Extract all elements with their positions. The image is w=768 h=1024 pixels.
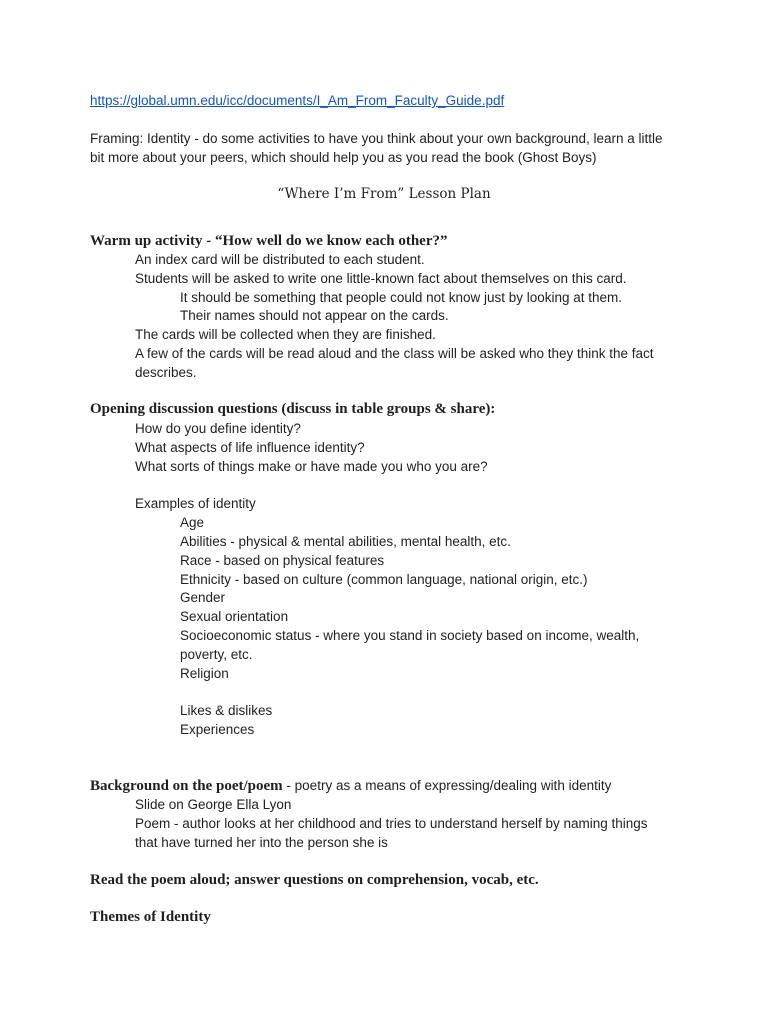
identity-example: Sexual orientation [180, 609, 289, 624]
warmup-item: Students will be asked to write one little-known fact about themselves on this card. [135, 271, 627, 286]
background-item: that have turned her into the person she is [135, 835, 388, 850]
warmup-heading: Warm up activity - “How well do we know each other?” [90, 233, 448, 249]
identity-example: Age [180, 515, 205, 530]
identity-example: Socioeconomic status - where you stand in society based on income, wealth, [180, 628, 640, 643]
background-item: Poem - author looks at her childhood and tries to understand herself by naming things [135, 816, 648, 831]
identity-example: Ethnicity - based on culture (common language, national origin, etc.) [180, 572, 588, 587]
background-heading-suffix: - poetry as a means of expressing/dealing with identity [282, 778, 612, 793]
warmup-item: describes. [135, 365, 197, 380]
identity-example: Abilities - physical & mental abilities, mental health, etc. [180, 534, 511, 549]
background-line [90, 777, 611, 796]
identity-example: Race - based on physical features [180, 553, 385, 568]
themes-heading: Themes of Identity [90, 909, 211, 925]
warmup-item: The cards will be collected when they are finished. [135, 327, 436, 342]
opening-question: What aspects of life influence identity? [135, 440, 365, 455]
identity-example: Likes & dislikes [180, 703, 273, 718]
warmup-subitem: Their names should not appear on the cards. [180, 308, 449, 323]
framing-line-1: Framing: Identity - do some activities to have you think about your own background, learn a little [90, 131, 663, 146]
identity-example: Experiences [180, 722, 255, 737]
framing-line-2: bit more about your peers, which should help you as you read the book (Ghost Boys) [90, 150, 597, 165]
opening-question: How do you define identity? [135, 421, 301, 436]
opening-heading: Opening discussion questions (discuss in table groups & share): [90, 401, 496, 417]
identity-example: Religion [180, 666, 229, 681]
identity-example: Gender [180, 590, 226, 605]
warmup-item: An index card will be distributed to each student. [135, 252, 425, 267]
lesson-plan-title: “Where I’m From” Lesson Plan [277, 186, 491, 202]
background-heading: Background on the poet/poem [90, 778, 283, 794]
identity-example: poverty, etc. [180, 647, 253, 662]
faculty-guide-link[interactable]: https://global.umn.edu/icc/documents/I_Am_From_Faculty_Guide.pdf [90, 93, 505, 108]
background-item: Slide on George Ella Lyon [135, 797, 292, 812]
read-aloud-heading: Read the poem aloud; answer questions on comprehension, vocab, etc. [90, 872, 539, 888]
opening-question: What sorts of things make or have made you who you are? [135, 459, 488, 474]
warmup-subitem: It should be something that people could not know just by looking at them. [180, 290, 623, 305]
examples-label: Examples of identity [135, 496, 256, 511]
warmup-item: A few of the cards will be read aloud and the class will be asked who they think the fact [135, 346, 654, 361]
